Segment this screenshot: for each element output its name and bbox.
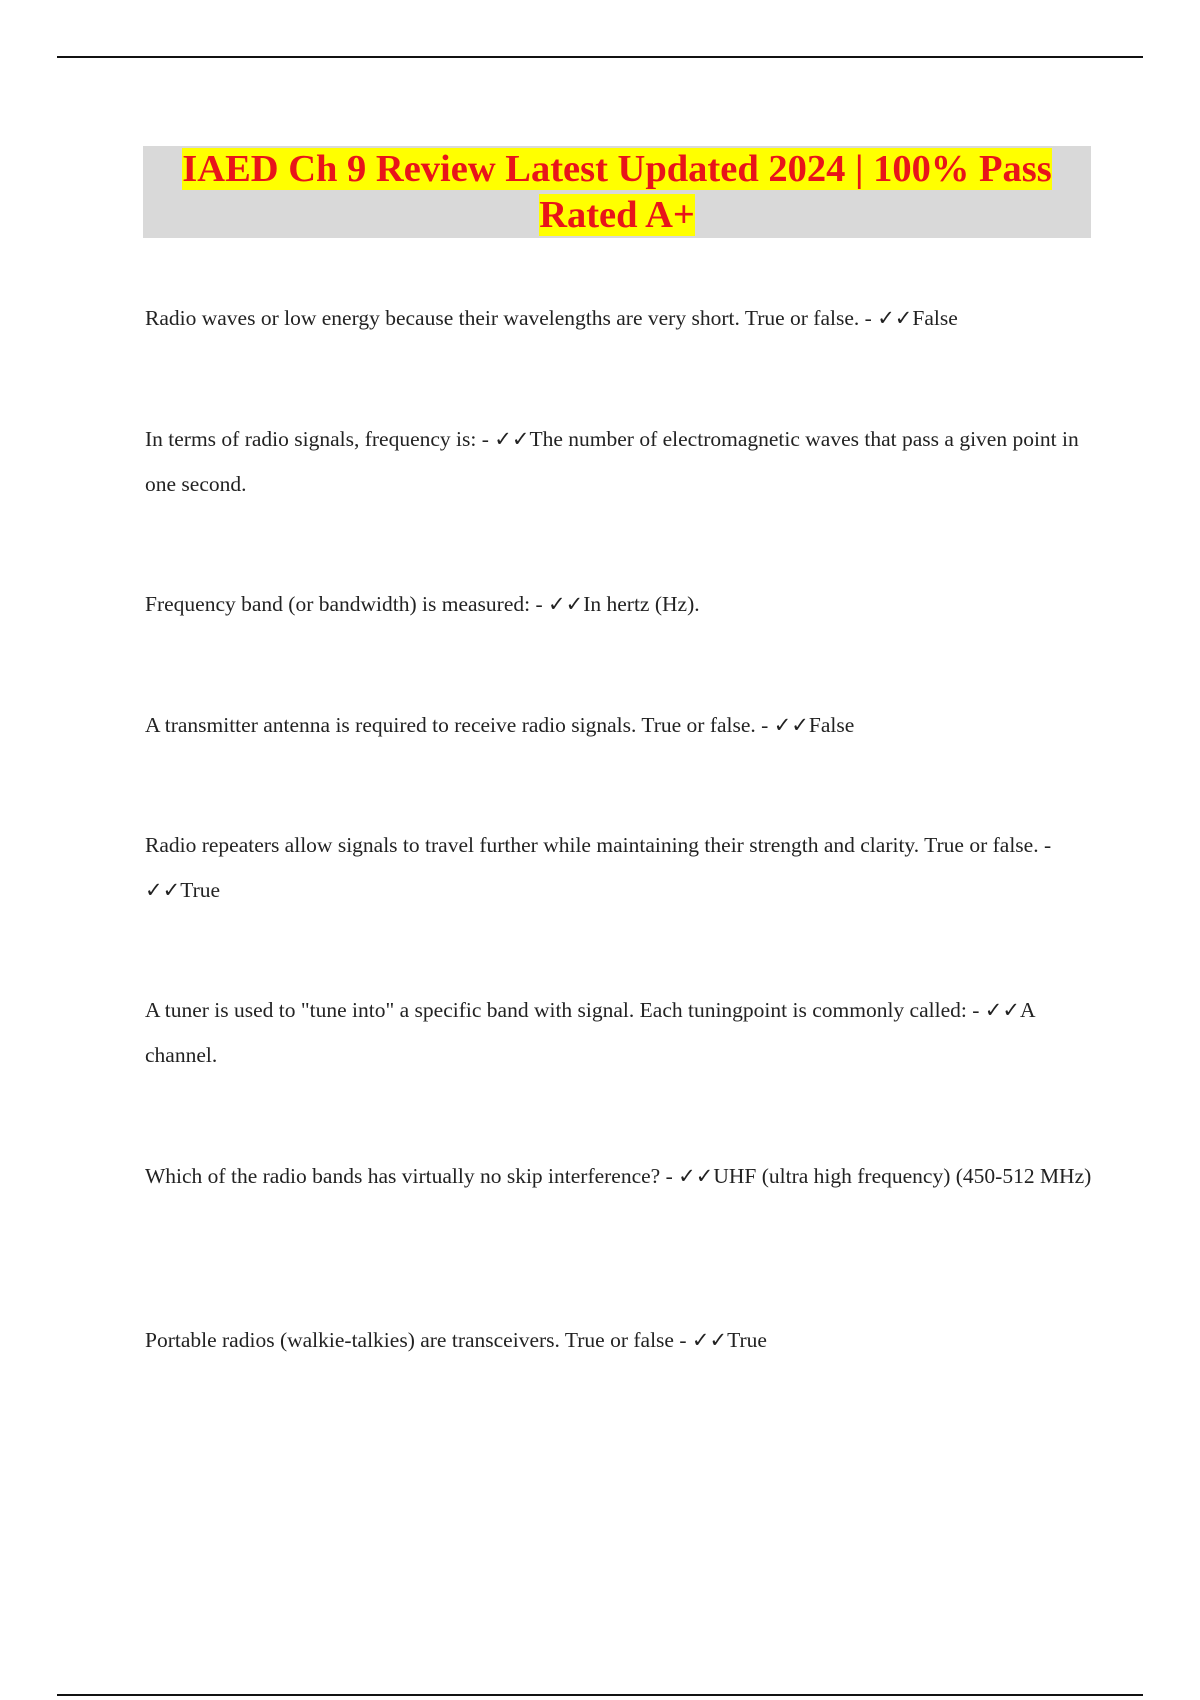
qa-item — [145, 582, 1095, 627]
answer-text: True — [180, 878, 221, 902]
double-check-icon: ✓✓ — [145, 878, 181, 902]
qa-item — [145, 703, 1095, 748]
double-check-icon: ✓✓ — [984, 998, 1020, 1022]
double-check-icon: ✓✓ — [773, 713, 809, 737]
question-text: Radio repeaters allow signals to travel further while maintaining their strength and clarity. True or false. - — [145, 833, 1052, 857]
double-check-icon: ✓✓ — [877, 306, 913, 330]
question-text: Which of the radio bands has virtually no skip interference? - — [145, 1164, 673, 1188]
top-rule — [57, 56, 1143, 58]
double-check-icon: ✓✓ — [691, 1328, 728, 1352]
qa-item — [145, 296, 1095, 341]
question-text: A tuner is used to "tune into" a specific band with signal. Each tuningpoint is commonly called: - — [145, 998, 980, 1022]
qa-item — [145, 1154, 1095, 1199]
double-check-icon: ✓✓ — [548, 592, 584, 616]
page-title: IAED Ch 9 Review Latest Updated 2024 | 100% Pass Rated A+ — [182, 148, 1052, 236]
double-check-icon: ✓✓ — [494, 427, 530, 451]
question-text: Frequency band (or bandwidth) is measured: - — [145, 592, 543, 616]
question-text: Radio waves or low energy because their wavelengths are very short. True or false. - — [145, 306, 872, 330]
qa-item — [145, 417, 1095, 507]
qa-item — [145, 988, 1095, 1078]
answer-text: A channel. — [145, 998, 1035, 1067]
answer-text: False — [912, 306, 958, 330]
double-check-icon: ✓✓ — [678, 1164, 714, 1188]
qa-item — [145, 1318, 1095, 1363]
answer-text: The number of electromagnetic waves that pass a given point in one second. — [145, 427, 1079, 496]
qa-item — [145, 823, 1095, 913]
answer-text: In hertz (Hz). — [583, 592, 700, 616]
answer-text: UHF (ultra high frequency) (450-512 MHz) — [713, 1164, 1092, 1188]
answer-text: True — [727, 1328, 767, 1352]
title-box — [143, 146, 1091, 238]
bottom-rule — [57, 1694, 1143, 1696]
answer-text: False — [808, 713, 855, 737]
question-text: A transmitter antenna is required to receive radio signals. True or false. - — [145, 713, 769, 737]
question-text: In terms of radio signals, frequency is: - — [145, 427, 489, 451]
question-text: Portable radios (walkie-talkies) are transceivers. True or false - — [145, 1328, 687, 1352]
